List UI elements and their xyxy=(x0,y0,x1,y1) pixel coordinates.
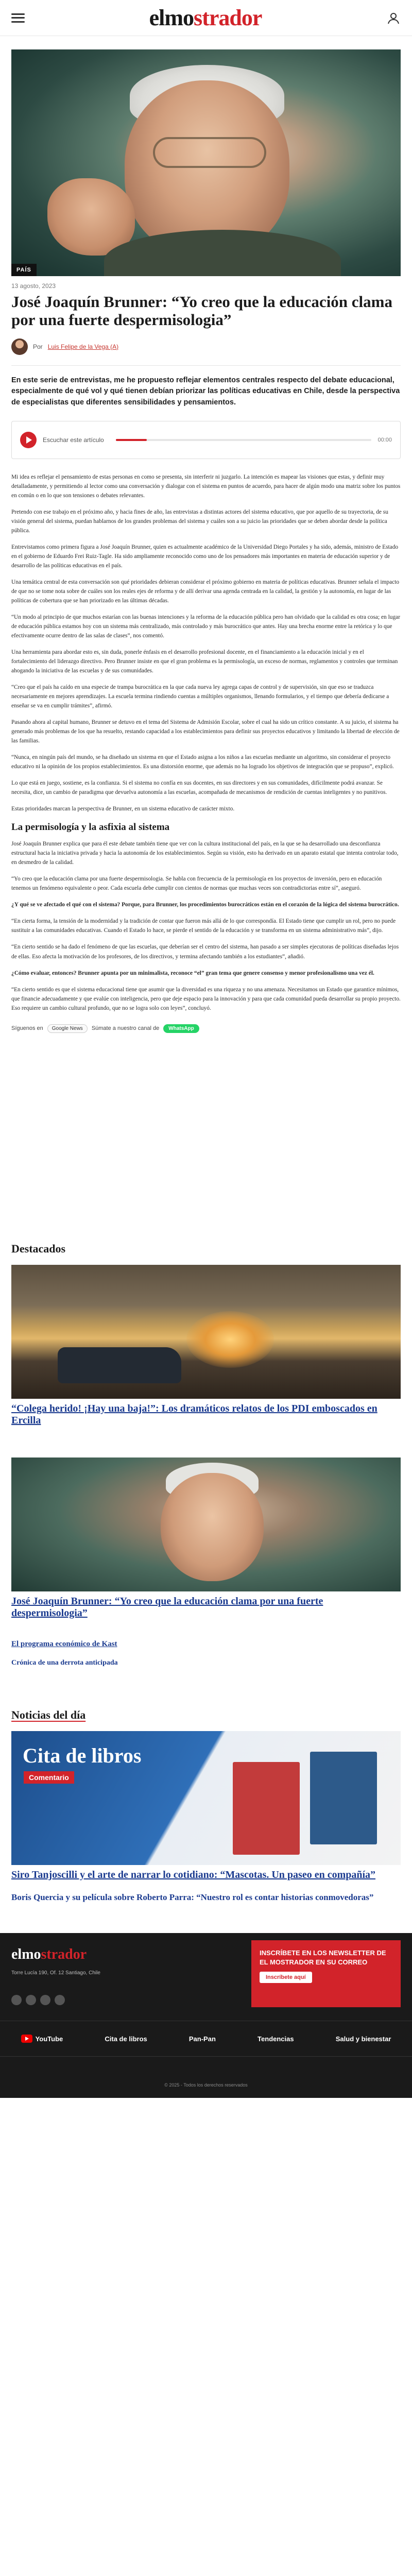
x-icon[interactable] xyxy=(26,1995,36,2005)
site-header xyxy=(0,0,412,36)
author-link[interactable]: Luis Felipe de la Vega (A) xyxy=(47,343,119,350)
destacado-link-4[interactable]: Crónica de una derrota anticipada xyxy=(11,1658,118,1667)
author-label: Por xyxy=(33,343,43,350)
article-paragraph: Pasando ahora al capital humano, Brunner se detuvo en el tema del Sistema de Admisión Escolar, sobre el cual ha sido un crítico constante. A su juicio, el sistema ha generado más problemas de los que ha resuelto, restando capacidad a los establecimientos para definir sus proyectos educativos y limitando la libertad de elección de las familias. xyxy=(11,719,400,744)
audio-player xyxy=(11,421,401,459)
article-paragraph: “Un modo al principio de que muchos estarían con las buenas intenciones y la reforma de la educación pública pero han olvidado que la calidad es otra cosa; en lugar de educación pública estamos hoy con un sistema más centralizado, más controlado y más burocrático que antes. Hay una brecha enorme entre la retórica y lo que efectivamente ocurre dentro de las salas de clases”, nos comentó. xyxy=(11,614,400,639)
destacados-section xyxy=(0,1242,412,1667)
destacado-link-3[interactable]: El programa económico de Kast xyxy=(11,1639,117,1648)
whatsapp-text: Súmate a nuestro canal de xyxy=(91,1025,160,1032)
noticias-section xyxy=(0,1708,412,1903)
youtube-icon[interactable] xyxy=(55,1995,65,2005)
noticias-title: Noticias del día xyxy=(11,1708,86,1721)
play-icon[interactable] xyxy=(20,432,37,448)
ad-space xyxy=(0,1046,412,1242)
article-paragraph: Pretendo con ese trabajo en el próximo año, y hacia fines de año, las entrevistas a distintas actores del sistema educativo, que por aquello de su trayectoria, de su visión general del sistema, puedan hablarnos de los grandes problemas del sistema y cuáles son a su juicio las prioridades que se deben abordar desde la política pública. xyxy=(11,509,388,534)
article-question: ¿Cómo evaluar, entonces? Brunner apunta por un minimalista, reconoce “el” gran tema que genere consenso y menor profesionalismo una vez él. xyxy=(11,970,374,976)
newsletter-box xyxy=(251,1940,401,2007)
youtube-logo-icon xyxy=(21,2035,32,2043)
article-paragraph: “En cierta forma, la tensión de la modernidad y la tradición de contar que fueron más allá de lo que correspondía. El Estado tiene que cumplir un rol, pero no puede sustituir a las comunidades educativas. Cuando el Estado lo hace, se pierde el sentido de la educación y se transforma en un sistema administrativo más”, dijo. xyxy=(11,918,396,934)
destacado-image-1[interactable] xyxy=(11,1265,401,1399)
destacado-link-1[interactable]: “Colega herido! ¡Hay una baja!”: Los dramáticos relatos de los PDI emboscados en Ercilla xyxy=(11,1402,377,1426)
brand-cita-de-libros[interactable]: Cita de libros xyxy=(105,2035,147,2043)
whatsapp-button[interactable]: WhatsApp xyxy=(163,1024,199,1033)
article-paragraph: José Joaquín Brunner explica que para él este debate también tiene que ver con la cultura institucional del país, en la que se ha desarrollado una desconfianza estructural hacia la iniciativa privada y hacia la autonomía de los establecimientos. Según su visión, esto ha derivado en un aparato estatal que intenta controlar todo, en desmedro de la calidad. xyxy=(11,841,399,866)
destacados-title: Destacados xyxy=(11,1242,66,1255)
footer-social-links xyxy=(11,1995,65,2005)
brand-tendencias[interactable]: Tendencias xyxy=(258,2035,294,2043)
article-paragraph: Estas prioridades marcan la perspectiva de Brunner, en un sistema educativo de carácter mixto. xyxy=(11,806,235,812)
article-paragraph: “Yo creo que la educación clama por una fuerte despermisologia. Se habla con frecuencia de la permisología en los proyectos de inversión, pero en educación tenemos un fenómeno equivalente o peor. Cada escuela debe cumplir con cientos de normas que muchas veces son contradictorias entre sí”, aseguró. xyxy=(11,876,382,892)
facebook-icon[interactable] xyxy=(11,1995,22,2005)
user-account-icon[interactable] xyxy=(386,11,401,25)
article-paragraph: “En cierto sentido es que el sistema educacional tiene que asumir que la diversidad es una riqueza y no una amenaza. Necesitamos un Estado que garantice mínimos, que financie adecuadamente y que evalúe con inteligencia, pero que deje espacio para la innovación y para que cada comunidad pueda desarrollar su propio proyecto. Eso requiere un cambio cultural profundo, que no se logra solo con leyes”, concluyó. xyxy=(11,986,401,1011)
article-paragraph: Una temática central de esta conversación son qué prioridades debieran considerar el próximo gobierno en materia de políticas educativas. Brunner señala el impacto de que no se tome nota sobre de cuáles son los reales ejes de reforma y de allí derivar una agenda centrada en la calidad, la gestión y la autonomía, en lugar de las políticas de cobertura que se han priorizado en las últimas décadas. xyxy=(11,579,400,604)
audio-progress-bar[interactable] xyxy=(116,439,371,441)
footer-brands xyxy=(0,2021,412,2057)
destacado-link-2[interactable]: José Joaquín Brunner: “Yo creo que la educación clama por una fuerte despermisologia” xyxy=(11,1595,323,1619)
article-paragraph: Mi idea es reflejar el pensamiento de estas personas en como se presenta, sin interferir ni juzgarlo. La intención es mapear las visiones que estas, y definir muy detalladamente, y permitiendo al lector como una conversación y dialogar con el sistema en puntos de acuerdo, para hacer de algún modo una matriz sobre los puntos en común o en lo que son tensiones o debates relevantes. xyxy=(11,473,401,499)
destacado-image-2[interactable] xyxy=(11,1458,401,1591)
noticia-link-2[interactable]: Boris Quercia y su película sobre Roberto Parra: “Nuestro rol es contar historias conmovedoras” xyxy=(11,1892,374,1902)
brand-youtube[interactable]: YouTube xyxy=(21,2035,63,2043)
article-section-heading: La permisología y la asfixia al sistema xyxy=(11,822,170,833)
google-news-button[interactable]: Google News xyxy=(47,1024,88,1033)
article-paragraph: “En cierto sentido se ha dado el fenómeno de que las escuelas, que deberían ser el centro del sistema, han pasado a ser simples ejecutoras de políticas diseñadas lejos de ellas. Eso afecta la motivación de los profesores, de los directivos, y termina afectando también a los estudiantes”, añadió. xyxy=(11,944,399,960)
newsletter-signup-button[interactable]: Inscríbete aquí xyxy=(260,1972,312,1983)
newsletter-title: INSCRÍBETE EN LOS NEWSLETTER DE EL MOSTRADOR EN SU CORREO xyxy=(260,1949,386,1966)
article-lead: En este serie de entrevistas, me he propuesto reflejar elementos centrales respecto del debate educacional, especialmente de qué vol y qué tienen debían priorizar las políticas educativas en Chile, desde la perspectiva de especialistas que diferentes sensibilidades y pensamientos. xyxy=(11,376,400,407)
footer-logo[interactable]: elmostrador xyxy=(11,1946,87,1963)
author-byline xyxy=(0,329,412,360)
article-hero-image xyxy=(11,49,401,276)
brand-salud[interactable]: Salud y bienestar xyxy=(335,2035,391,2043)
divider xyxy=(11,365,401,366)
site-logo[interactable]: elmostrador xyxy=(149,5,262,30)
noticia-link-1[interactable]: Siro Tanjoscilli y el arte de narrar lo cotidiano: “Mascotas. Un paseo en compañía” xyxy=(11,1869,376,1880)
audio-progress-fill xyxy=(116,439,147,441)
article-paragraph: Una herramienta para abordar esto es, sin duda, ponerle énfasis en el desarrollo profesional docente, en el financiamiento a la educación inicial y en el fortalecimiento del liderazgo directivo. Pero Brunner insiste en que el gran problema es la permisología, un exceso de normas, reglamentos y controles que terminan ahogando la iniciativa de las escuelas y de sus comunidades. xyxy=(11,649,398,674)
cita-de-libros-heading: Cita de libros xyxy=(23,1743,142,1767)
site-footer xyxy=(0,1933,412,2098)
section-tag[interactable]: PAÍS xyxy=(11,264,37,276)
footer-copyright: © 2025 - Todos los derechos reservados xyxy=(164,2082,248,2088)
instagram-icon[interactable] xyxy=(40,1995,50,2005)
menu-icon[interactable] xyxy=(11,13,25,23)
footer-address: Torre Lucía 190, Of. 12 Santiago, Chile xyxy=(11,1970,100,1976)
author-avatar xyxy=(11,338,28,355)
audio-label: Escuchar este artículo xyxy=(43,436,104,444)
article-paragraph: “Nunca, en ningún país del mundo, se ha diseñado un sistema en que el Estado asigna a los niños a las escuelas mediante un algoritmo, sin considerar el proyecto educativo ni la opinión de los propios establecimientos. Es una distorsión enorme, que además no ha logrado los objetivos de integración que se propuso”, explicó. xyxy=(11,754,394,770)
comentario-badge: Comentario xyxy=(24,1771,74,1784)
article-title: José Joaquín Brunner: “Yo creo que la educación clama por una fuerte despermisologia” xyxy=(11,293,392,329)
article-body xyxy=(0,472,412,1013)
article-date: 13 agosto, 2023 xyxy=(11,282,56,290)
article-paragraph: “Creo que el país ha caído en una especie de trampa burocrática en la que cada nueva ley agrega capas de control y de supervisión, sin que eso se traduzca necesariamente en mejores aprendizajes. La escuela termina rindiendo cuentas a múltiples organismos, llenando formularios, y el tiempo que debería dedicarse a enseñar se va en cumplir trámites”, afirmó. xyxy=(11,684,389,709)
article-question: ¿Y qué se ve afectado el qué con el sistema? Porque, para Brunner, los procedimientos burocráticos están en el corazón de la lógica del sistema burocrático. xyxy=(11,902,399,908)
article-paragraph: Lo que está en juego, sostiene, es la confianza. Si el sistema no confía en sus docentes, en sus directores y en sus comunidades, difícilmente podrá avanzar. Se necesita, dice, un cambio de paradigma que devuelva autonomía a las escuelas, acompañada de mecanismos de rendición de cuentas inteligentes y no punitivos. xyxy=(11,780,387,796)
noticia-image-1[interactable] xyxy=(11,1731,401,1865)
follow-bar xyxy=(0,1020,412,1046)
follow-label: Síguenos en xyxy=(11,1025,43,1032)
brand-pan-pan[interactable]: Pan-Pan xyxy=(188,2035,216,2043)
audio-time: 00:00 xyxy=(377,436,392,443)
article-paragraph: Entrevistamos como primera figura a José Joaquín Brunner, quien es actualmente académico de la Universidad Diego Portales y ha sido, además, ministro de Estado en el gobierno de Eduardo Frei Ruiz-Tagle. Ha sido ampliamente reconocido como uno de los pensadores más importantes en materia de educación superior y de desarrollo de las políticas educativas en el país. xyxy=(11,544,399,569)
